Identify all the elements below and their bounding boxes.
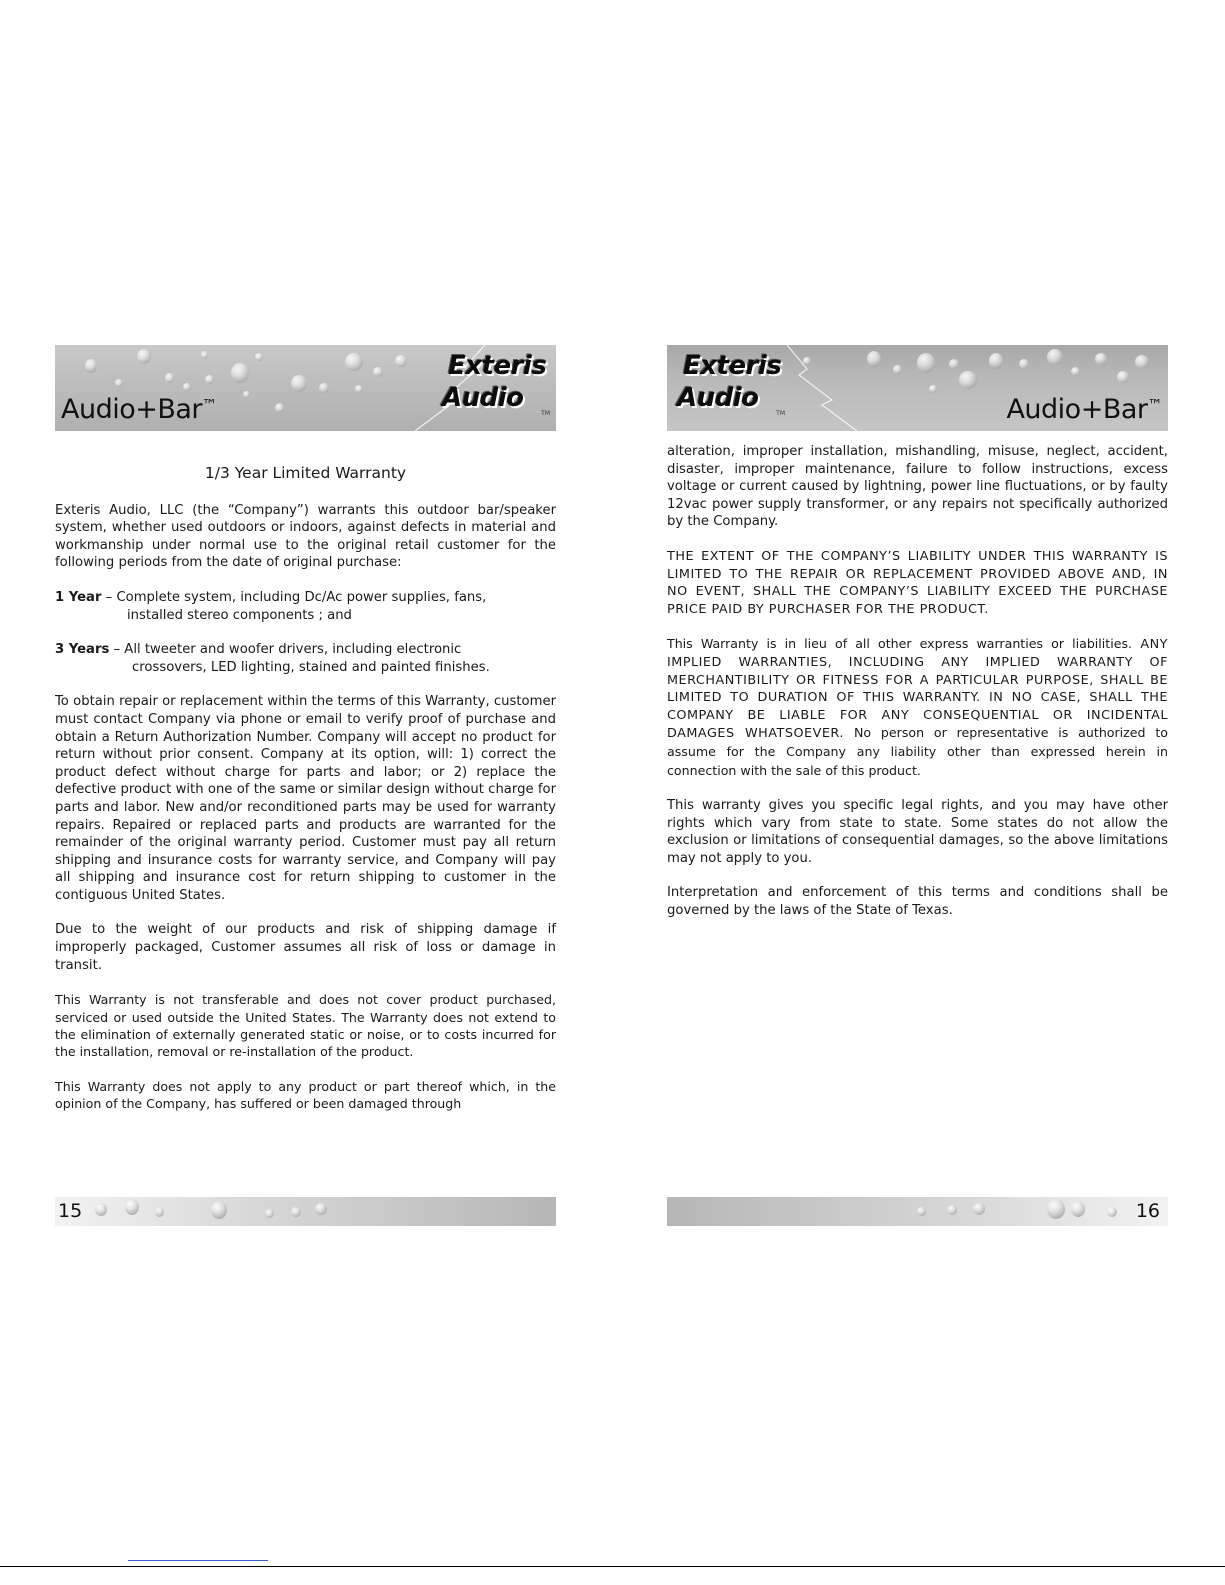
page-16: [667, 345, 1168, 937]
implied-warranty-paragraph: This Warranty is in lieu of all other express warranties or liabilities. ANY IMPLIED WARRANTIES, INCLUDING ANY IMPLIED WARRANTY OF MERCHANTIBILITY OR FITNESS FOR A PARTICULAR PURPOSE, SHALL BE LIMITED TO DURATION OF THIS WARRANTY. IN NO CASE, SHALL THE COMPANY BE LIABLE FOR ANY CONSEQUENTIAL OR INCIDENTAL DAMAGES WHATSOEVER. No person or representative is authorized to assume for the Company any liability other than expressed herein in connection with the sale of this product.: [667, 636, 1168, 778]
liability-extent-paragraph: THE EXTENT OF THE COMPANY’S LIABILITY UNDER THIS WARRANTY IS LIMITED TO THE REPAIR OR REPLACEMENT PROVIDED ABOVE AND, IN NO EVENT, SHALL THE COMPANY’S LIABILITY EXCEED THE PURCHASE PRICE PAID BY PURCHASER FOR THE PRODUCT.: [667, 548, 1168, 617]
repair-paragraph: To obtain repair or replacement within the terms of this Warranty, customer must contact Company via phone or email to verify proof of purchase and obtain a Return Authorization Number. Company will accept no product for return without prior consent. Company at its option, will: 1) correct the product defect without charge for parts and labor; or 2) replace the defective product with one of the same or similar design without charge for parts and labor. New and/or reconditioned parts may be used for warranty repairs. Repaired or replaced parts and products are warranted for the remainder of the original warranty period. Customer must pay all return shipping and insurance costs for warranty service, and Company will pay all shipping and insurance cost for return shipping to customer in the contiguous United States.: [55, 694, 556, 903]
product-name: Audio+Bar™: [61, 394, 217, 425]
alteration-paragraph: alteration, improper installation, mishandling, misuse, neglect, accident, disaster, improper maintenance, failure to follow instructions, excess voltage or current caused by lightning, power line fluctuations, or by faulty 12vac power supply transformer, or any repairs not specifically authorized by the Company.: [667, 444, 1168, 530]
product-name: Audio+Bar™: [1006, 394, 1162, 425]
page-number: 15: [58, 1200, 83, 1222]
page-number: 16: [1135, 1200, 1160, 1222]
header-banner: [55, 345, 556, 431]
exteris-audio-logo: Exteris Audio TM: [677, 351, 785, 417]
page-divider: [0, 1566, 1225, 1567]
header-banner: [667, 345, 1168, 431]
legal-rights-paragraph: This warranty gives you specific legal rights, and you may have other rights which vary from state to state. Some states do not allow the exclusion or limitations of consequential damages, so the above limitations may not apply to you.: [667, 798, 1168, 866]
period-3-years: 3 Years – All tweeter and woofer drivers, including electronic crossovers, LED lighting, stained and painted finishes.: [55, 642, 490, 675]
page-15: [55, 345, 556, 1130]
exclusion-paragraph: This Warranty does not apply to any product or part thereof which, in the opinion of the Company, has suffered or been damaged through: [55, 1078, 556, 1112]
footer-bar-right: [667, 1197, 1168, 1226]
shipping-risk-paragraph: Due to the weight of our products and risk of shipping damage if improperly packaged, Customer assumes all risk of loss or damage in transit.: [55, 922, 556, 973]
warranty-intro: Exteris Audio, LLC (the “Company”) warrants this outdoor bar/speaker system, whether used outdoors or indoors, against defects in material and workmanship under normal use to the original retail customer for the following periods from the date of original purchase:: [55, 502, 556, 571]
period-1-year: 1 Year – Complete system, including Dc/Ac power supplies, fans, installed stereo components ; and: [55, 589, 487, 623]
warranty-title: 1/3 Year Limited Warranty: [204, 464, 407, 482]
exteris-audio-logo: Exteris Audio TM: [442, 351, 550, 417]
lightning-icon: [777, 345, 867, 431]
governing-law-paragraph: Interpretation and enforcement of this terms and conditions shall be governed by the laws of the State of Texas.: [667, 885, 1168, 919]
link-underline: [128, 1560, 268, 1561]
transfer-paragraph: This Warranty is not transferable and does not cover product purchased, serviced or used outside the United States. The Warranty does not extend to the elimination of externally generated static or noise, or to costs incurred for the installation, removal or re-installation of the product.: [55, 992, 556, 1060]
footer-bar-left: [55, 1197, 556, 1226]
